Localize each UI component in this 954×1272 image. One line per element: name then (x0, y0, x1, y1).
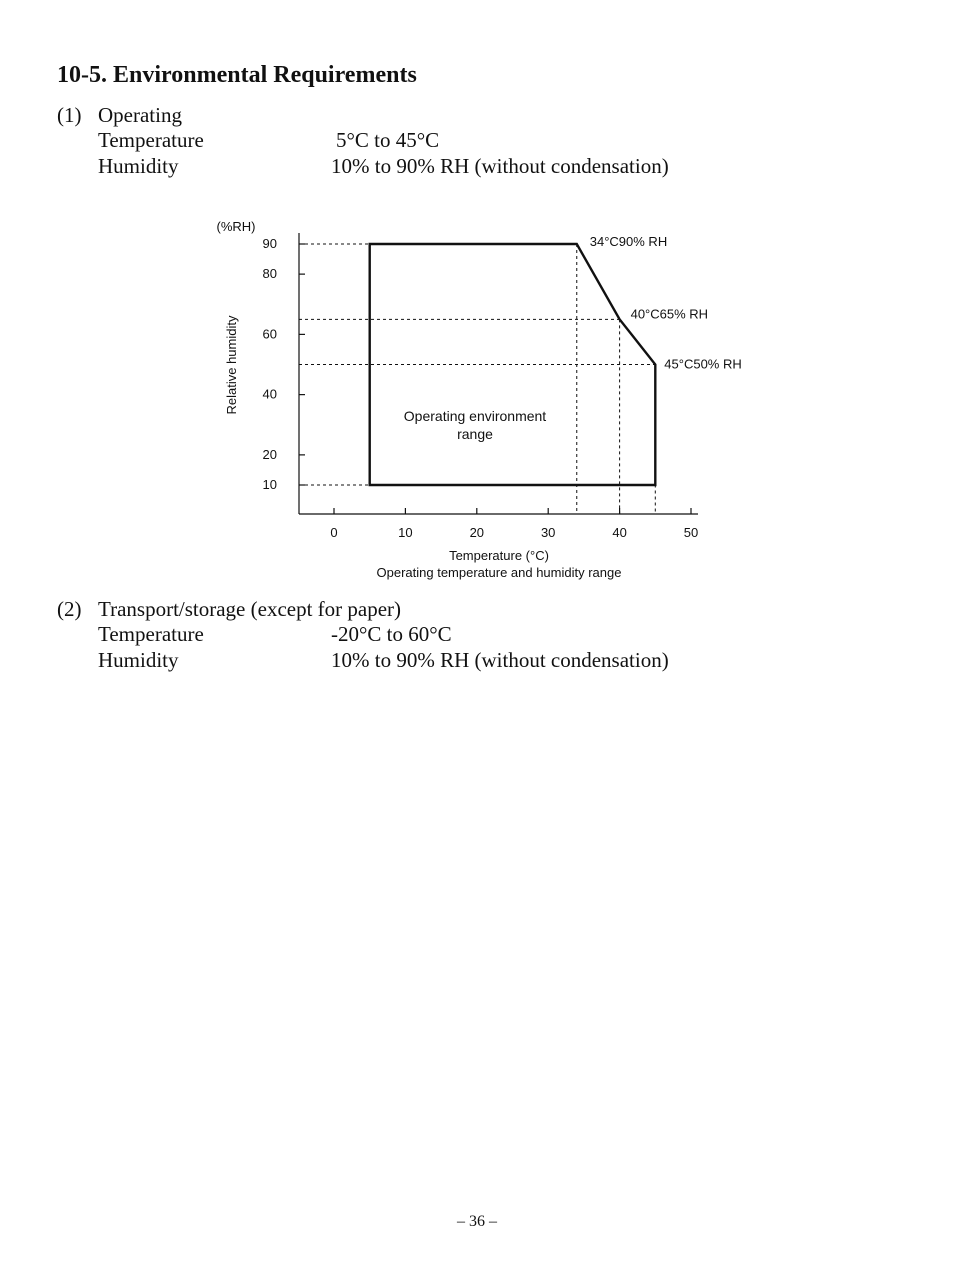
x-tick-label: 0 (330, 525, 338, 540)
chart-caption: Operating temperature and humidity range (376, 565, 622, 580)
section1-temperature-label: Temperature (98, 128, 204, 152)
section2-title: Transport/storage (except for paper) (98, 597, 402, 621)
region-label-line2: range (457, 426, 493, 442)
x-tick-label: 40 (612, 525, 627, 540)
x-tick-label: 50 (683, 525, 699, 540)
section1-humidity-label: Humidity (98, 154, 179, 178)
x-tick-label: 20 (469, 525, 485, 540)
breakpoint-annotation: 40°C65% RH (630, 306, 709, 322)
breakpoint-annotation: 45°C50% RH (664, 356, 742, 372)
section-heading: 10-5. Environmental Requirements (57, 62, 417, 88)
section2-temperature-label: Temperature (98, 622, 204, 646)
y-unit-label: (%RH) (216, 219, 256, 234)
x-tick-label: 30 (540, 525, 556, 540)
section1-temperature-value: 5°C to 45°C (336, 128, 440, 152)
page-number: – 36 – (457, 1213, 497, 1230)
section2-number: (2) (57, 597, 82, 621)
x-axis-title: Temperature (°C) (449, 548, 549, 563)
y-tick-label: 40 (262, 386, 277, 402)
section2-humidity-label: Humidity (98, 648, 179, 672)
y-axis-title: Relative humidity (224, 315, 239, 415)
section1-humidity-value: 10% to 90% RH (without condensation) (331, 154, 669, 178)
section1-number: (1) (57, 103, 82, 127)
section2-temperature-value: -20°C to 60°C (331, 622, 452, 646)
y-tick-label: 80 (262, 266, 277, 282)
operating-range-chart (0, 0, 954, 600)
y-tick-label: 60 (262, 326, 277, 342)
region-label-line1: Operating environment (403, 408, 547, 424)
section2-humidity-value: 10% to 90% RH (without condensation) (331, 648, 669, 672)
y-tick-label: 90 (262, 236, 277, 251)
x-tick-label: 10 (398, 525, 413, 540)
y-tick-label: 20 (262, 446, 277, 462)
y-tick-label: 10 (262, 477, 277, 492)
section1-title: Operating (98, 103, 182, 127)
breakpoint-annotation: 34°C90% RH (589, 234, 668, 249)
